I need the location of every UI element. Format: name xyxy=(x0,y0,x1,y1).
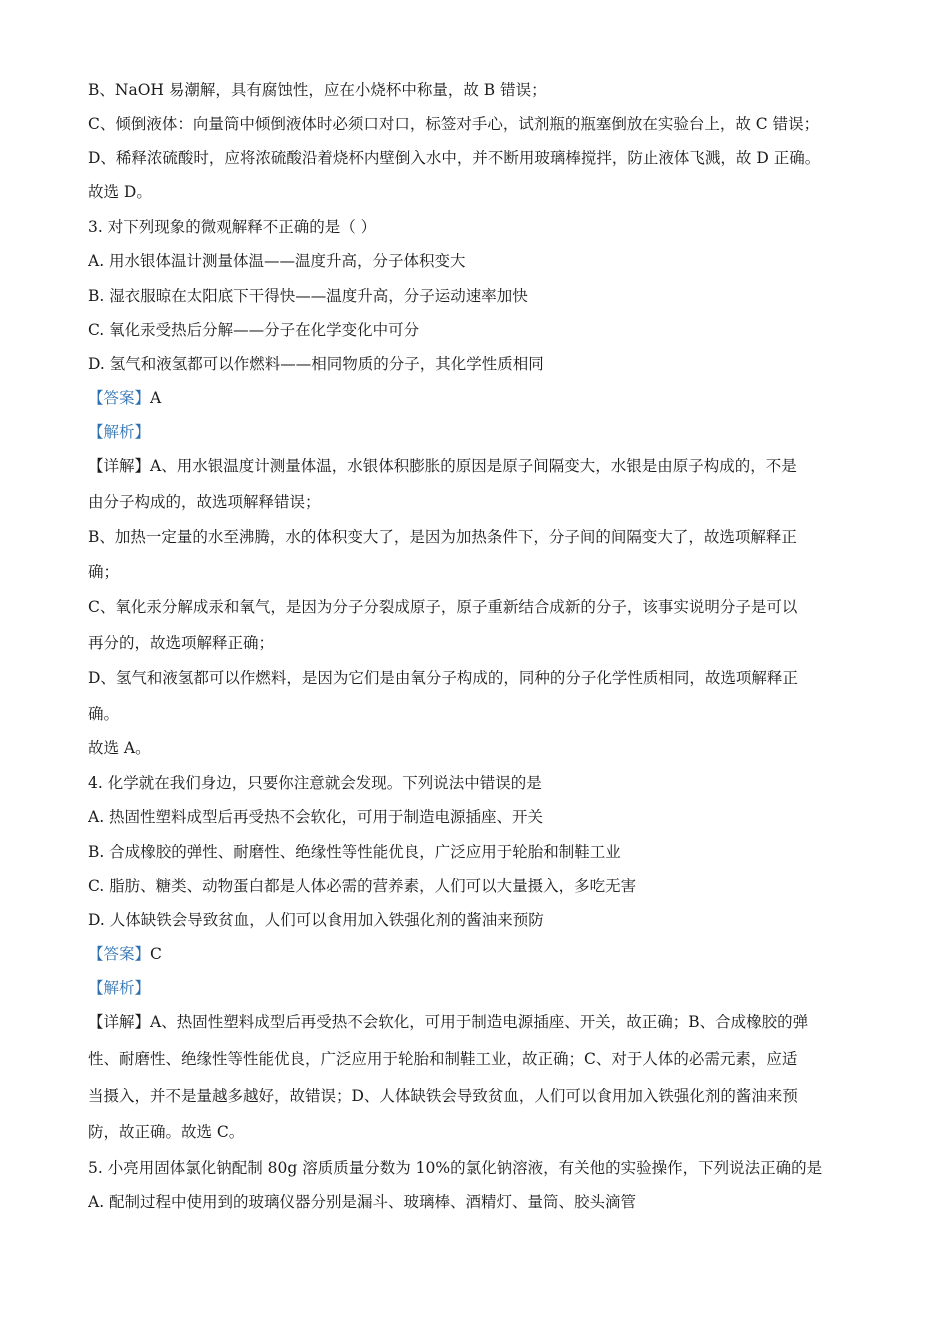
question-4-option-b: B. 合成橡胶的弹性、耐磨性、绝缘性等性能优良，广泛应用于轮胎和制鞋工业 xyxy=(88,843,621,861)
question-3-stem: 3. 对下列现象的微观解释不正确的是（ ） xyxy=(88,218,377,236)
text-line: 故选 A。 xyxy=(88,739,151,757)
text-line: 当摄入，并不是量越多越好，故错误；D、人体缺铁会导致贫血，人们可以食用加入铁强化剂的酱油来预 xyxy=(88,1087,798,1105)
text-line: D、氢气和液氢都可以作燃料，是因为它们是由氧分子构成的，同种的分子化学性质相同，故选项解释正 xyxy=(88,669,798,687)
question-3-option-a: A. 用水银体温计测量体温——温度升高，分子体积变大 xyxy=(88,252,466,270)
answer-tag: 【答案】 xyxy=(88,945,151,963)
question-3-option-b: B. 湿衣服晾在太阳底下干得快——温度升高，分子运动速率加快 xyxy=(88,287,528,305)
text-line: C、氧化汞分解成汞和氧气，是因为分子分裂成原子，原子重新结合成新的分子，该事实说明分子是可以 xyxy=(88,598,798,616)
text-line: C、倾倒液体：向量筒中倾倒液体时必须口对口，标签对手心，试剂瓶的瓶塞倒放在实验台上，故 C 错误； xyxy=(88,115,820,133)
text-line: 防，故正确。故选 C。 xyxy=(88,1123,245,1141)
detail-tag: 【详解】 xyxy=(88,1013,151,1031)
text-line: B、加热一定量的水至沸腾，水的体积变大了，是因为加热条件下，分子间的间隔变大了，故选项解释正 xyxy=(88,528,797,546)
text-line: 故选 D。 xyxy=(88,183,152,201)
question-3-option-c: C. 氧化汞受热后分解——分子在化学变化中可分 xyxy=(88,321,420,339)
question-4-detail xyxy=(88,1011,868,1033)
question-5-stem: 5. 小亮用固体氯化钠配制 80g 溶质质量分数为 10%的氯化钠溶液，有关他的实验操作，下列说法正确的是 xyxy=(88,1159,823,1177)
text-line: B、NaOH 易潮解，具有腐蚀性，应在小烧杯中称量，故 B 错误； xyxy=(88,81,547,99)
text-line: D、稀释浓硫酸时，应将浓硫酸沿着烧杯内壁倒入水中，并不断用玻璃棒搅拌，防止液体飞溅，故 D 正确。 xyxy=(88,149,821,167)
analysis-tag: 【解析】 xyxy=(88,979,151,997)
text-line: 确。 xyxy=(88,705,120,723)
text-line: 再分的，故选项解释正确； xyxy=(88,634,275,652)
detail-text: A、热固性塑料成型后再受热不会软化，可用于制造电源插座、开关，故正确；B、合成橡胶的弹 xyxy=(150,1013,809,1031)
analysis-tag: 【解析】 xyxy=(88,423,151,441)
text-line: 性、耐磨性、绝缘性等性能优良，广泛应用于轮胎和制鞋工业，故正确；C、对于人体的必需元素，应适 xyxy=(88,1050,798,1068)
answer-value: C xyxy=(150,945,162,963)
question-4-option-c: C. 脂肪、糖类、动物蛋白都是人体必需的营养素，人们可以大量摄入，多吃无害 xyxy=(88,877,637,895)
question-4-stem: 4. 化学就在我们身边，只要你注意就会发现。下列说法中错误的是 xyxy=(88,774,542,792)
question-5-option-a: A. 配制过程中使用到的玻璃仪器分别是漏斗、玻璃棒、酒精灯、量筒、胶头滴管 xyxy=(88,1193,637,1211)
detail-tag: 【详解】 xyxy=(88,457,151,475)
question-4-answer xyxy=(88,943,868,965)
question-4-analysis-tag xyxy=(88,977,868,999)
detail-text: A、用水银温度计测量体温，水银体积膨胀的原因是原子间隔变大，水银是由原子构成的，不是 xyxy=(150,457,797,475)
answer-value: A xyxy=(150,389,162,407)
answer-tag: 【答案】 xyxy=(88,389,151,407)
text-line: 确； xyxy=(88,563,120,581)
question-4-option-a: A. 热固性塑料成型后再受热不会软化，可用于制造电源插座、开关 xyxy=(88,808,544,826)
question-3-option-d: D. 氢气和液氢都可以作燃料——相同物质的分子，其化学性质相同 xyxy=(88,355,544,373)
question-3-answer xyxy=(88,387,868,409)
question-3-analysis-tag xyxy=(88,421,868,443)
question-3-detail xyxy=(88,455,868,477)
question-4-option-d: D. 人体缺铁会导致贫血，人们可以食用加入铁强化剂的酱油来预防 xyxy=(88,911,544,929)
text-line: 由分子构成的，故选项解释错误； xyxy=(88,493,321,511)
